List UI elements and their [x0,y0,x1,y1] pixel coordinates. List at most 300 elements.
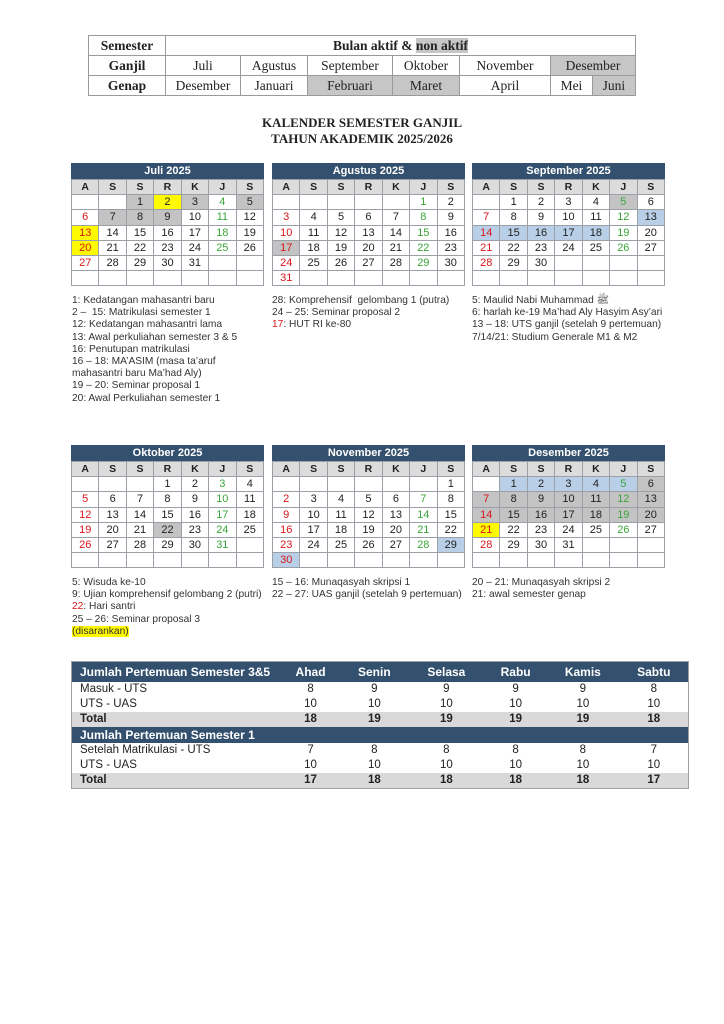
calendar-day: 31 [209,537,236,552]
note: 21: awal semester genap [472,589,586,601]
calendar-day: 2 [273,492,300,507]
calendar-day [154,553,181,568]
day-header: K [181,462,208,477]
day-header: S [527,462,554,477]
calendar-day [410,477,437,492]
calendar-day: 2 [527,195,554,210]
calendar-day: 4 [582,477,609,492]
calendar-day: 8 [500,210,527,225]
calendar-day: 20 [355,240,382,255]
note: 5: Maulid Nabi Muhammad ﷺ [472,295,609,306]
calendar-day: 29 [410,255,437,270]
calendar-day: 1 [154,477,181,492]
calendar-day: 18 [327,522,354,537]
calendar-day [355,271,382,286]
note: 22: Hari santri [72,601,136,613]
calendar-day: 14 [473,225,500,240]
calendar-november [272,445,465,568]
calendar-day [327,195,354,210]
calendar-day: 13 [72,225,99,240]
calendar-september [472,163,665,286]
calendar-day: 7 [473,492,500,507]
calendar-day [410,271,437,286]
calendar-day [527,271,554,286]
note: 2 – 15: Matrikulasi semester 1 [72,307,211,319]
calendar-month-title: Juli 2025 [71,163,264,179]
calendar-day: 1 [500,477,527,492]
day-header: R [555,180,582,195]
calendar-day: 13 [637,210,664,225]
total-row: Total 18 19 19 19 19 18 [72,712,689,727]
calendar-month-title: Agustus 2025 [272,163,465,179]
note: 1: Kedatangan mahasantri baru [72,295,215,306]
calendar-day: 23 [437,240,464,255]
calendar-day: 21 [126,522,153,537]
calendar-day: 11 [582,210,609,225]
calendar-day: 29 [500,255,527,270]
calendar-day: 31 [181,255,208,270]
calendar-day [209,271,236,286]
calendar-day: 5 [355,492,382,507]
day-header: Rabu [485,662,546,683]
calendar-day [72,271,99,286]
calendar-day: 3 [273,210,300,225]
day-header: A [473,462,500,477]
calendar-day [410,553,437,568]
calendar-day: 14 [473,507,500,522]
month-cell: Juli [166,56,241,76]
calendar-day: 25 [327,537,354,552]
calendar-day: 16 [527,507,554,522]
calendar-day: 14 [99,225,126,240]
calendar-day: 30 [273,553,300,568]
calendar-day: 20 [382,522,409,537]
note: 5: Wisuda ke-10 [72,577,146,588]
calendar-day [300,271,327,286]
month-cell: Mei [551,76,593,96]
calendar-day: 9 [437,210,464,225]
calendar-day [209,255,236,270]
calendar-day: 19 [327,240,354,255]
calendar-day [637,255,664,270]
calendar-day: 25 [582,240,609,255]
note-highlight: (disarankan) [72,625,129,637]
calendar-day [555,271,582,286]
semester-header-title: Bulan aktif & non aktif [166,36,636,56]
calendar-month-title: November 2025 [272,445,465,461]
calendar-day [382,477,409,492]
calendar-day: 18 [209,225,236,240]
calendar-day: 5 [610,477,637,492]
day-header: S [99,180,126,195]
calendar-day: 15 [126,225,153,240]
day-header: R [154,462,181,477]
calendar-day [126,271,153,286]
calendar-day: 24 [273,255,300,270]
month-cell-inactive: Juni [592,76,635,96]
calendar-day: 26 [236,240,263,255]
calendar-day [555,255,582,270]
semester-table [88,35,636,96]
calendar-day: 1 [437,477,464,492]
calendar-day: 31 [273,271,300,286]
calendar-day [382,195,409,210]
calendar-day: 6 [355,210,382,225]
calendar-day: 27 [99,537,126,552]
calendar-day: 20 [99,522,126,537]
ganjil-label: Ganjil [89,56,166,76]
day-header: K [382,180,409,195]
note: 9: Ujian komprehensif gelombang 2 (putri) [72,589,262,601]
calendar-day: 25 [582,522,609,537]
calendar-day [126,477,153,492]
calendar-day: 19 [355,522,382,537]
calendar-day: 22 [500,522,527,537]
calendar-day: 9 [527,492,554,507]
calendar-day: 1 [126,195,153,210]
month-cell: Agustus [241,56,308,76]
month-cell-inactive: Desember [551,56,636,76]
calendar-day: 26 [610,522,637,537]
day-header: R [555,462,582,477]
calendar-day [126,553,153,568]
calendar-day: 22 [437,522,464,537]
calendar-day [154,271,181,286]
calendar-day [181,271,208,286]
calendar-day: 28 [473,537,500,552]
page-title-line2: TAHUN AKADEMIK 2025/2026 [271,131,453,146]
calendar-day: 30 [154,255,181,270]
calendar-day: 16 [154,225,181,240]
day-header: S [300,462,327,477]
calendar-day: 1 [500,195,527,210]
calendar-day: 10 [209,492,236,507]
calendar-day [355,553,382,568]
calendar-day: 23 [527,522,554,537]
calendar-day: 4 [236,477,263,492]
calendar-day [236,553,263,568]
calendar-day: 21 [473,240,500,255]
calendar-day: 15 [500,507,527,522]
total-row: Total 17 18 18 18 18 17 [72,773,689,789]
calendar-day [500,553,527,568]
calendar-day: 19 [610,507,637,522]
calendar-day: 17 [555,507,582,522]
day-header: J [209,180,236,195]
calendar-day [637,537,664,552]
note: 17: HUT RI ke-80 [272,319,352,331]
day-header: K [181,180,208,195]
calendar-day [473,271,500,286]
calendar-day: 12 [355,507,382,522]
day-header: Selasa [408,662,485,683]
month-cell: September [308,56,393,76]
calendar-day [209,553,236,568]
calendar-day: 30 [181,537,208,552]
table-row: UTS - UAS 10 10 10 10 10 10 [80,759,661,771]
calendar-day: 9 [181,492,208,507]
calendar-day: 8 [410,210,437,225]
day-header: S [500,462,527,477]
page-title-line1: KALENDER SEMESTER GANJIL [261,115,463,130]
calendar-day: 4 [209,195,236,210]
calendar-day [327,271,354,286]
calendar-month-title: Desember 2025 [472,445,665,461]
calendar-day: 5 [610,195,637,210]
calendar-day: 23 [181,522,208,537]
calendar-day: 7 [126,492,153,507]
calendar-day [72,553,99,568]
calendar-day: 13 [99,507,126,522]
calendar-day: 30 [527,537,554,552]
calendar-day: 18 [582,225,609,240]
day-header: K [582,180,609,195]
calendar-day: 24 [209,522,236,537]
calendar-day: 16 [181,507,208,522]
calendar-day: 7 [382,210,409,225]
calendar-day: 27 [637,522,664,537]
calendar-oktober [71,445,264,568]
note: 22 – 27: UAS ganjil (setelah 9 pertemuan) [272,589,462,601]
day-header: R [154,180,181,195]
calendar-day [555,553,582,568]
calendar-day: 21 [99,240,126,255]
calendar-day: 24 [300,537,327,552]
calendar-day: 3 [181,195,208,210]
calendar-day [72,477,99,492]
genap-label: Genap [89,76,166,96]
calendar-day: 26 [72,537,99,552]
month-cell: November [460,56,551,76]
calendar-day: 19 [610,225,637,240]
calendar-day [99,195,126,210]
calendar-day: 22 [154,522,181,537]
calendar-day: 10 [555,210,582,225]
calendar-day [610,271,637,286]
note: 6: harlah ke-19 Ma’had Aly Hasyim Asy’ari [472,307,663,319]
calendar-day: 6 [382,492,409,507]
calendar-day: 10 [273,225,300,240]
calendar-day [300,195,327,210]
calendar-day: 24 [181,240,208,255]
calendar-day: 28 [99,255,126,270]
calendar-day: 11 [236,492,263,507]
day-header: A [273,180,300,195]
calendar-day: 17 [300,522,327,537]
calendar-day [382,553,409,568]
calendar-day: 12 [610,492,637,507]
calendar-day: 16 [437,225,464,240]
calendar-day [382,271,409,286]
calendar-day: 7 [99,210,126,225]
calendar-day [527,553,554,568]
day-header: R [355,180,382,195]
note: 7/14/21: Studium Generale M1 & M2 [472,331,638,343]
calendar-day: 12 [610,210,637,225]
calendar-day [355,195,382,210]
day-header: K [382,462,409,477]
calendar-day: 14 [382,225,409,240]
day-header: A [72,462,99,477]
calendar-day [637,553,664,568]
notes-desember [472,577,668,601]
calendar-day: 13 [382,507,409,522]
calendar-day: 5 [72,492,99,507]
calendar-day: 24 [555,240,582,255]
calendar-day [437,553,464,568]
day-header: A [473,180,500,195]
calendar-day: 28 [382,255,409,270]
calendar-day: 6 [637,195,664,210]
note: 12: Kedatangan mahasantri lama [72,319,223,331]
calendar-day: 18 [300,240,327,255]
calendar-day: 3 [300,492,327,507]
day-header: S [236,462,263,477]
calendar-day: 8 [126,210,153,225]
calendar-day [473,195,500,210]
calendar-day: 20 [637,507,664,522]
calendar-day: 8 [500,492,527,507]
calendar-day: 3 [209,477,236,492]
calendar-day: 11 [327,507,354,522]
calendar-day: 17 [209,507,236,522]
calendar-day [99,553,126,568]
calendar-day: 7 [473,210,500,225]
calendar-day [300,553,327,568]
calendar-day: 23 [154,240,181,255]
calendar-day: 30 [527,255,554,270]
calendar-day: 19 [72,522,99,537]
calendar-day: 2 [154,195,181,210]
calendar-day: 27 [382,537,409,552]
note: 13 – 18: UTS ganjil (setelah 9 pertemuan) [472,319,662,331]
calendar-day: 13 [355,225,382,240]
day-header: S [637,180,664,195]
calendar-day: 12 [327,225,354,240]
calendar-day: 21 [382,240,409,255]
calendar-day: 25 [300,255,327,270]
note: 16 – 18: MA’ASIM (masa ta’aruf mahasantri baru Ma’had Aly) [72,356,219,380]
notes-juli [72,295,268,405]
calendar-day: 14 [410,507,437,522]
notes-november [272,577,468,601]
calendar-month-title: September 2025 [472,163,665,179]
calendar-day: 24 [555,522,582,537]
calendar-day: 6 [72,210,99,225]
note: 13: Awal perkuliahan semester 3 & 5 [72,331,238,343]
calendar-day: 22 [500,240,527,255]
calendar-day: 15 [500,225,527,240]
calendar-day [582,537,609,552]
note: 25 – 26: Seminar proposal 3 [72,613,200,625]
calendar-day: 11 [209,210,236,225]
note: 28: Komprehensif gelombang 1 (putra) [272,295,450,306]
day-header: S [327,180,354,195]
calendar-day [236,271,263,286]
calendar-day: 9 [154,210,181,225]
calendar-day [500,271,527,286]
notes-oktober [72,577,268,649]
semester-header-label: Semester [89,36,166,56]
calendar-day: 30 [437,255,464,270]
calendar-day: 29 [154,537,181,552]
calendar-day [72,195,99,210]
day-header: S [500,180,527,195]
calendar-day: 22 [410,240,437,255]
calendar-day: 3 [555,195,582,210]
calendar-day: 8 [437,492,464,507]
calendar-day: 4 [327,492,354,507]
calendar-day [473,477,500,492]
calendar-day: 12 [72,507,99,522]
calendar-day: 21 [473,522,500,537]
day-header: S [527,180,554,195]
calendar-day [582,255,609,270]
day-header: J [610,462,637,477]
calendar-day: 28 [410,537,437,552]
notes-september [472,295,668,344]
calendar-day: 27 [72,255,99,270]
calendar-day [99,271,126,286]
calendar-day: 9 [527,210,554,225]
day-header: S [437,462,464,477]
calendar-day: 6 [637,477,664,492]
note: 24 – 25: Seminar proposal 2 [272,307,400,319]
calendar-day: 5 [236,195,263,210]
calendar-day [300,477,327,492]
calendar-day: 16 [527,225,554,240]
day-header: A [72,180,99,195]
note: 19 – 20: Seminar proposal 1 [72,380,200,392]
calendar-day [610,537,637,552]
calendar-day: 16 [273,522,300,537]
note: 20 – 21: Munaqasyah skripsi 2 [472,577,611,588]
calendar-day: 2 [181,477,208,492]
day-header: S [236,180,263,195]
calendar-day [637,271,664,286]
calendar-day: 20 [637,225,664,240]
calendar-day: 19 [236,225,263,240]
calendar-day: 10 [300,507,327,522]
calendar-day: 27 [355,255,382,270]
calendar-day [327,553,354,568]
calendar-day: 10 [181,210,208,225]
note: 20: Awal Perkuliahan semester 1 [72,392,221,404]
calendar-day: 27 [637,240,664,255]
calendar-day: 13 [637,492,664,507]
month-cell: Januari [241,76,308,96]
calendar-day: 26 [610,240,637,255]
calendar-day: 17 [555,225,582,240]
calendar-agustus [272,163,465,286]
calendar-day: 14 [126,507,153,522]
note: 15 – 16: Munaqasyah skripsi 1 [272,577,411,588]
calendar-day: 21 [410,522,437,537]
calendar-day [355,477,382,492]
calendar-day [327,477,354,492]
summary-table [71,661,689,789]
month-cell-inactive: Februari [308,76,393,96]
day-header: Senin [341,662,408,683]
calendar-day: 15 [154,507,181,522]
month-cell: Oktober [393,56,460,76]
calendar-day: 4 [300,210,327,225]
calendar-day: 26 [355,537,382,552]
calendar-day: 10 [555,492,582,507]
calendar-day: 4 [582,195,609,210]
calendar-day [273,477,300,492]
day-header: S [300,180,327,195]
